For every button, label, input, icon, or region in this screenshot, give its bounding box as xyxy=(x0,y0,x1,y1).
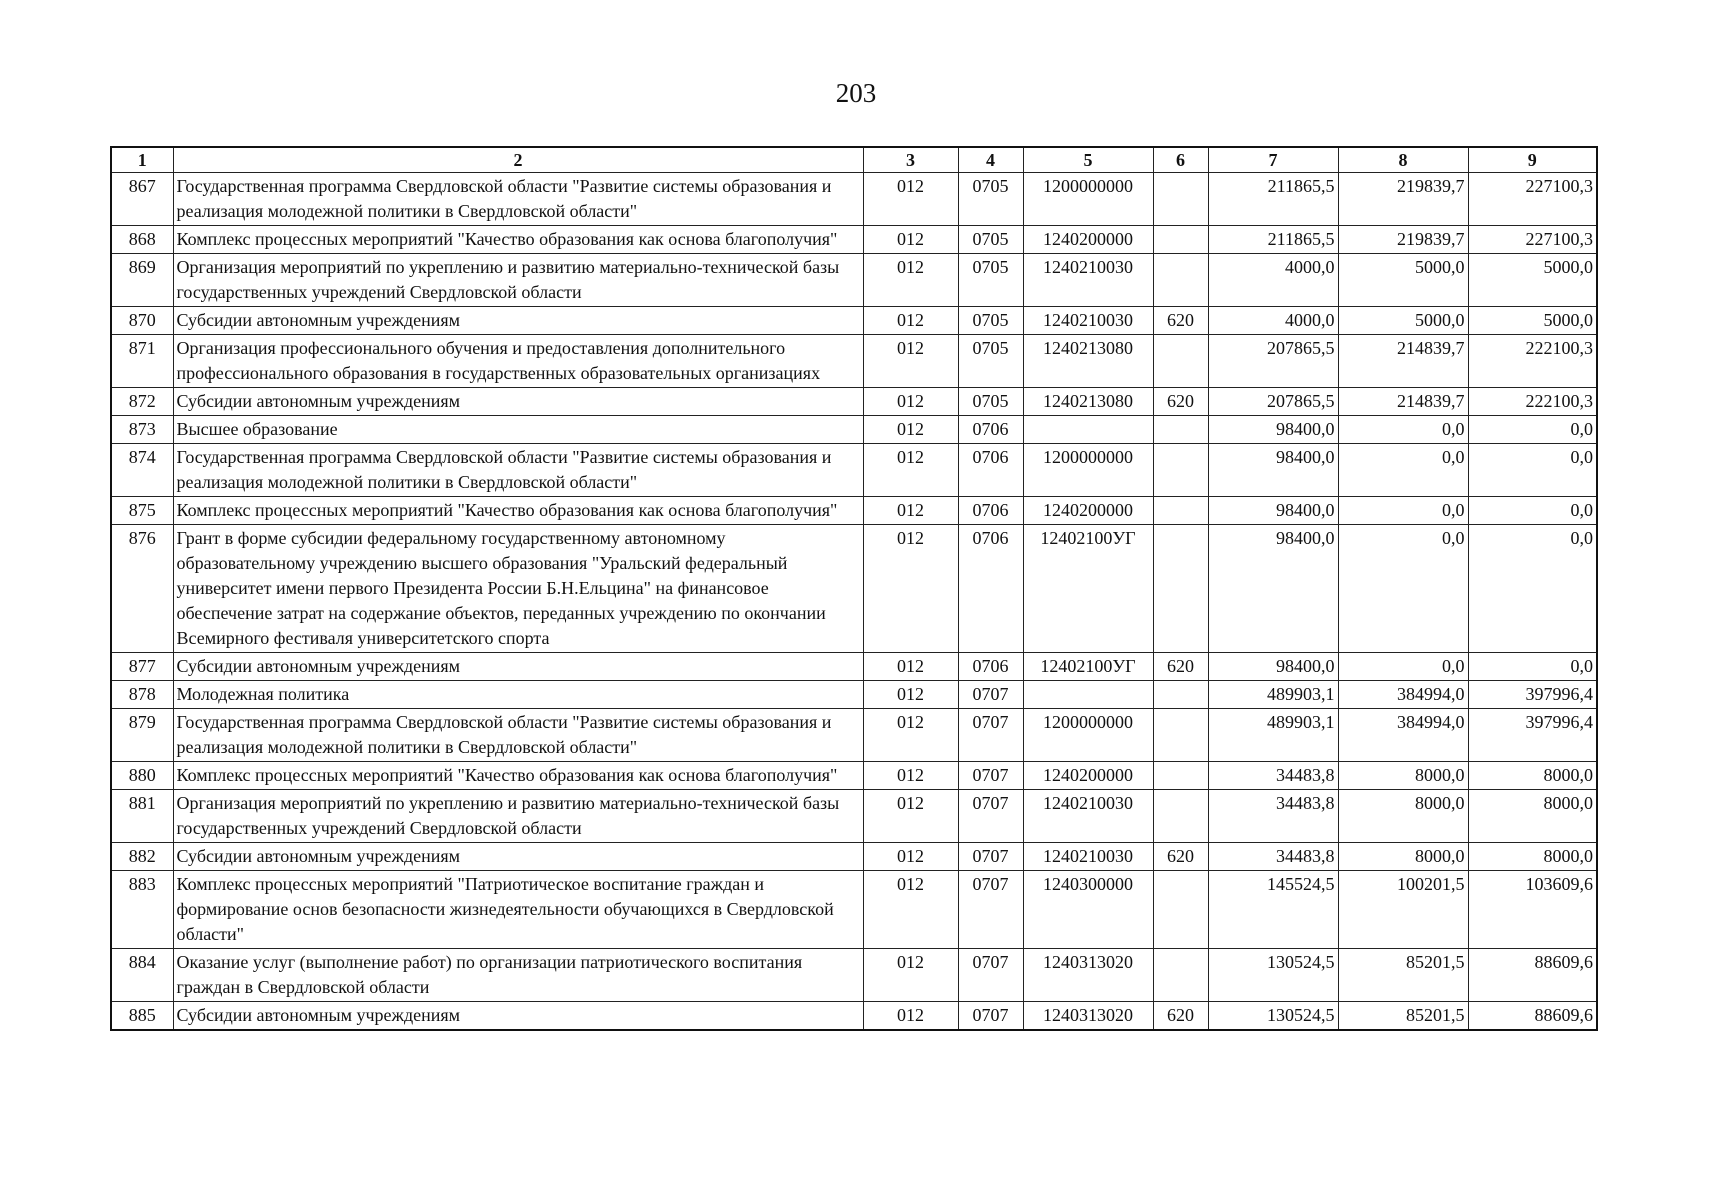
budget-table xyxy=(110,146,1598,1031)
amount-col9: 397996,4 xyxy=(1468,709,1597,762)
row-number: 881 xyxy=(111,790,173,843)
table-row xyxy=(111,254,1597,307)
table-row xyxy=(111,790,1597,843)
code-col6 xyxy=(1153,335,1208,388)
amount-col7: 34483,8 xyxy=(1208,762,1338,790)
item-name: Комплекс процессных мероприятий "Патриотическое воспитание граждан и формирование основ безопасности жизнедеятельности обучающихся в Свердловской области" xyxy=(173,871,863,949)
table-row xyxy=(111,762,1597,790)
code-col4: 0707 xyxy=(958,762,1023,790)
item-name: Оказание услуг (выполнение работ) по организации патриотического воспитания граждан в Свердловской области xyxy=(173,949,863,1002)
amount-col9: 5000,0 xyxy=(1468,307,1597,335)
code-col4: 0705 xyxy=(958,335,1023,388)
amount-col9: 5000,0 xyxy=(1468,254,1597,307)
amount-col7: 145524,5 xyxy=(1208,871,1338,949)
column-header: 1 xyxy=(111,147,173,173)
amount-col8: 85201,5 xyxy=(1338,1002,1468,1031)
code-col5: 12402100УГ xyxy=(1023,525,1153,653)
amount-col9: 8000,0 xyxy=(1468,843,1597,871)
item-name: Субсидии автономным учреждениям xyxy=(173,843,863,871)
code-col5: 1200000000 xyxy=(1023,444,1153,497)
row-number: 883 xyxy=(111,871,173,949)
row-number: 868 xyxy=(111,226,173,254)
item-name: Организация мероприятий по укреплению и развитию материально-технической базы государственных учреждений Свердловской области xyxy=(173,790,863,843)
code-col4: 0706 xyxy=(958,444,1023,497)
item-name: Субсидии автономным учреждениям xyxy=(173,388,863,416)
code-col4: 0706 xyxy=(958,653,1023,681)
table-row xyxy=(111,871,1597,949)
code-col4: 0707 xyxy=(958,1002,1023,1031)
code-col3: 012 xyxy=(863,254,958,307)
amount-col9: 8000,0 xyxy=(1468,790,1597,843)
code-col5: 1240300000 xyxy=(1023,871,1153,949)
amount-col7: 207865,5 xyxy=(1208,335,1338,388)
amount-col9: 88609,6 xyxy=(1468,1002,1597,1031)
code-col6: 620 xyxy=(1153,843,1208,871)
code-col5: 1240313020 xyxy=(1023,1002,1153,1031)
code-col4: 0705 xyxy=(958,307,1023,335)
page-number: 203 xyxy=(835,78,877,108)
table-row xyxy=(111,709,1597,762)
amount-col8: 214839,7 xyxy=(1338,388,1468,416)
table-row xyxy=(111,843,1597,871)
code-col3: 012 xyxy=(863,388,958,416)
code-col5: 1240210030 xyxy=(1023,254,1153,307)
amount-col7: 489903,1 xyxy=(1208,709,1338,762)
item-name: Организация мероприятий по укреплению и развитию материально-технической базы государственных учреждений Свердловской области xyxy=(173,254,863,307)
code-col4: 0707 xyxy=(958,871,1023,949)
amount-col8: 100201,5 xyxy=(1338,871,1468,949)
code-col4: 0707 xyxy=(958,843,1023,871)
amount-col7: 34483,8 xyxy=(1208,790,1338,843)
amount-col9: 0,0 xyxy=(1468,653,1597,681)
column-header: 3 xyxy=(863,147,958,173)
code-col3: 012 xyxy=(863,416,958,444)
code-col6 xyxy=(1153,871,1208,949)
amount-col8: 0,0 xyxy=(1338,497,1468,525)
code-col3: 012 xyxy=(863,525,958,653)
code-col3: 012 xyxy=(863,949,958,1002)
table-row xyxy=(111,949,1597,1002)
amount-col8: 85201,5 xyxy=(1338,949,1468,1002)
amount-col8: 214839,7 xyxy=(1338,335,1468,388)
amount-col8: 0,0 xyxy=(1338,444,1468,497)
amount-col9: 222100,3 xyxy=(1468,388,1597,416)
item-name: Субсидии автономным учреждениям xyxy=(173,307,863,335)
code-col4: 0707 xyxy=(958,790,1023,843)
code-col3: 012 xyxy=(863,444,958,497)
code-col4: 0707 xyxy=(958,681,1023,709)
amount-col8: 219839,7 xyxy=(1338,226,1468,254)
code-col5: 1240200000 xyxy=(1023,762,1153,790)
item-name: Государственная программа Свердловской области "Развитие системы образования и реализация молодежной политики в Свердловской области" xyxy=(173,709,863,762)
row-number: 871 xyxy=(111,335,173,388)
header-row xyxy=(111,147,1597,173)
amount-col7: 34483,8 xyxy=(1208,843,1338,871)
code-col5: 12402100УГ xyxy=(1023,653,1153,681)
amount-col7: 211865,5 xyxy=(1208,173,1338,226)
code-col5 xyxy=(1023,416,1153,444)
code-col5: 1200000000 xyxy=(1023,173,1153,226)
code-col3: 012 xyxy=(863,1002,958,1031)
amount-col7: 98400,0 xyxy=(1208,497,1338,525)
amount-col7: 4000,0 xyxy=(1208,254,1338,307)
code-col6 xyxy=(1153,173,1208,226)
table-row xyxy=(111,525,1597,653)
item-name: Государственная программа Свердловской области "Развитие системы образования и реализация молодежной политики в Свердловской области" xyxy=(173,173,863,226)
item-name: Государственная программа Свердловской области "Развитие системы образования и реализация молодежной политики в Свердловской области" xyxy=(173,444,863,497)
code-col6 xyxy=(1153,525,1208,653)
table-row xyxy=(111,1002,1597,1031)
column-header: 7 xyxy=(1208,147,1338,173)
column-header: 5 xyxy=(1023,147,1153,173)
code-col3: 012 xyxy=(863,226,958,254)
code-col3: 012 xyxy=(863,871,958,949)
column-header: 2 xyxy=(173,147,863,173)
code-col3: 012 xyxy=(863,790,958,843)
code-col5: 1240200000 xyxy=(1023,226,1153,254)
code-col5: 1240200000 xyxy=(1023,497,1153,525)
table-row xyxy=(111,681,1597,709)
code-col5: 1240213080 xyxy=(1023,335,1153,388)
item-name: Комплекс процессных мероприятий "Качество образования как основа благополучия" xyxy=(173,762,863,790)
item-name: Субсидии автономным учреждениям xyxy=(173,1002,863,1031)
amount-col8: 8000,0 xyxy=(1338,762,1468,790)
amount-col9: 88609,6 xyxy=(1468,949,1597,1002)
row-number: 878 xyxy=(111,681,173,709)
code-col6 xyxy=(1153,497,1208,525)
code-col3: 012 xyxy=(863,335,958,388)
amount-col9: 8000,0 xyxy=(1468,762,1597,790)
amount-col7: 98400,0 xyxy=(1208,444,1338,497)
amount-col9: 227100,3 xyxy=(1468,226,1597,254)
code-col5: 1240313020 xyxy=(1023,949,1153,1002)
code-col4: 0705 xyxy=(958,388,1023,416)
item-name: Организация профессионального обучения и предоставления дополнительного профессионального образования в государственных образовательных организациях xyxy=(173,335,863,388)
code-col6 xyxy=(1153,254,1208,307)
table-row xyxy=(111,416,1597,444)
code-col4: 0705 xyxy=(958,226,1023,254)
amount-col9: 397996,4 xyxy=(1468,681,1597,709)
column-header: 4 xyxy=(958,147,1023,173)
amount-col8: 0,0 xyxy=(1338,525,1468,653)
table-row xyxy=(111,307,1597,335)
amount-col8: 0,0 xyxy=(1338,416,1468,444)
row-number: 867 xyxy=(111,173,173,226)
row-number: 880 xyxy=(111,762,173,790)
code-col3: 012 xyxy=(863,709,958,762)
code-col6 xyxy=(1153,709,1208,762)
column-header: 8 xyxy=(1338,147,1468,173)
row-number: 872 xyxy=(111,388,173,416)
row-number: 885 xyxy=(111,1002,173,1031)
amount-col9: 0,0 xyxy=(1468,444,1597,497)
code-col4: 0705 xyxy=(958,254,1023,307)
item-name: Комплекс процессных мероприятий "Качество образования как основа благополучия" xyxy=(173,226,863,254)
code-col3: 012 xyxy=(863,307,958,335)
row-number: 875 xyxy=(111,497,173,525)
row-number: 877 xyxy=(111,653,173,681)
amount-col8: 8000,0 xyxy=(1338,790,1468,843)
amount-col8: 0,0 xyxy=(1338,653,1468,681)
item-name: Комплекс процессных мероприятий "Качество образования как основа благополучия" xyxy=(173,497,863,525)
amount-col7: 489903,1 xyxy=(1208,681,1338,709)
table-row xyxy=(111,173,1597,226)
code-col3: 012 xyxy=(863,653,958,681)
code-col4: 0707 xyxy=(958,949,1023,1002)
item-name: Грант в форме субсидии федеральному государственному автономному образовательному учреждению высшего образования "Уральский федеральный университет имени первого Президента России Б.Н.Ельцина" на финансовое обеспечение затрат на содержание объектов, переданных учреждению по окончании Всемирного фестиваля университетского спорта xyxy=(173,525,863,653)
amount-col9: 0,0 xyxy=(1468,416,1597,444)
code-col6 xyxy=(1153,790,1208,843)
column-header: 9 xyxy=(1468,147,1597,173)
row-number: 884 xyxy=(111,949,173,1002)
code-col5: 1240210030 xyxy=(1023,790,1153,843)
code-col4: 0705 xyxy=(958,173,1023,226)
amount-col9: 103609,6 xyxy=(1468,871,1597,949)
code-col5: 1200000000 xyxy=(1023,709,1153,762)
amount-col8: 5000,0 xyxy=(1338,307,1468,335)
code-col5: 1240210030 xyxy=(1023,843,1153,871)
amount-col7: 130524,5 xyxy=(1208,1002,1338,1031)
code-col6: 620 xyxy=(1153,388,1208,416)
code-col6: 620 xyxy=(1153,307,1208,335)
table-row xyxy=(111,388,1597,416)
code-col4: 0707 xyxy=(958,709,1023,762)
amount-col7: 211865,5 xyxy=(1208,226,1338,254)
amount-col7: 98400,0 xyxy=(1208,653,1338,681)
item-name: Молодежная политика xyxy=(173,681,863,709)
code-col5 xyxy=(1023,681,1153,709)
code-col6 xyxy=(1153,762,1208,790)
amount-col7: 4000,0 xyxy=(1208,307,1338,335)
code-col3: 012 xyxy=(863,681,958,709)
code-col6: 620 xyxy=(1153,653,1208,681)
item-name: Высшее образование xyxy=(173,416,863,444)
amount-col8: 384994,0 xyxy=(1338,709,1468,762)
amount-col9: 222100,3 xyxy=(1468,335,1597,388)
row-number: 869 xyxy=(111,254,173,307)
code-col3: 012 xyxy=(863,497,958,525)
table-row xyxy=(111,444,1597,497)
amount-col9: 227100,3 xyxy=(1468,173,1597,226)
amount-col7: 207865,5 xyxy=(1208,388,1338,416)
code-col6: 620 xyxy=(1153,1002,1208,1031)
row-number: 874 xyxy=(111,444,173,497)
amount-col9: 0,0 xyxy=(1468,497,1597,525)
code-col4: 0706 xyxy=(958,497,1023,525)
amount-col8: 384994,0 xyxy=(1338,681,1468,709)
code-col5: 1240213080 xyxy=(1023,388,1153,416)
amount-col7: 98400,0 xyxy=(1208,416,1338,444)
code-col6 xyxy=(1153,226,1208,254)
code-col5: 1240210030 xyxy=(1023,307,1153,335)
column-header: 6 xyxy=(1153,147,1208,173)
amount-col7: 98400,0 xyxy=(1208,525,1338,653)
amount-col8: 8000,0 xyxy=(1338,843,1468,871)
row-number: 882 xyxy=(111,843,173,871)
amount-col8: 219839,7 xyxy=(1338,173,1468,226)
code-col4: 0706 xyxy=(958,416,1023,444)
table-row xyxy=(111,335,1597,388)
table-row xyxy=(111,497,1597,525)
row-number: 873 xyxy=(111,416,173,444)
amount-col7: 130524,5 xyxy=(1208,949,1338,1002)
amount-col8: 5000,0 xyxy=(1338,254,1468,307)
row-number: 876 xyxy=(111,525,173,653)
code-col3: 012 xyxy=(863,173,958,226)
code-col6 xyxy=(1153,681,1208,709)
code-col6 xyxy=(1153,444,1208,497)
table-row xyxy=(111,653,1597,681)
table-row xyxy=(111,226,1597,254)
code-col3: 012 xyxy=(863,762,958,790)
code-col4: 0706 xyxy=(958,525,1023,653)
row-number: 879 xyxy=(111,709,173,762)
item-name: Субсидии автономным учреждениям xyxy=(173,653,863,681)
code-col6 xyxy=(1153,416,1208,444)
amount-col9: 0,0 xyxy=(1468,525,1597,653)
code-col6 xyxy=(1153,949,1208,1002)
code-col3: 012 xyxy=(863,843,958,871)
row-number: 870 xyxy=(111,307,173,335)
